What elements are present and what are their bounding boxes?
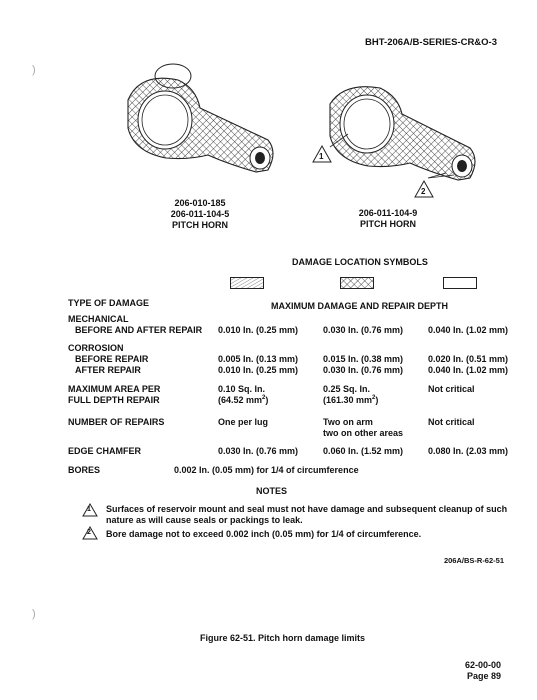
row-value: 0.020 In. (0.51 mm) 0.040 In. (1.02 mm) bbox=[428, 354, 509, 375]
section-number: 62-00-00 bbox=[464, 660, 501, 670]
row-value: Not critical bbox=[428, 417, 475, 427]
document-id: BHT-206A/B-SERIES-CR&O-3 bbox=[365, 37, 497, 48]
bores-label: BORES bbox=[68, 465, 101, 475]
page-number: Page 89 bbox=[466, 671, 501, 681]
row-value: Not critical bbox=[428, 384, 475, 394]
symbol-clear bbox=[443, 277, 477, 289]
row-label: MAXIMUM AREA PER FULL DEPTH REPAIR bbox=[68, 384, 161, 405]
col-max-header: MAXIMUM DAMAGE AND REPAIR DEPTH bbox=[271, 301, 448, 311]
pitch-horn-illustration-right bbox=[318, 80, 493, 195]
row-value: One per lug bbox=[218, 417, 269, 427]
illustration-reference: 206A/BS-R-62-51 bbox=[443, 556, 504, 565]
bores-value: 0.002 In. (0.05 mm) for 1/4 of circumference bbox=[174, 465, 359, 475]
part-number: 206-011-104-5 bbox=[170, 209, 230, 219]
right-part-caption bbox=[348, 208, 428, 230]
left-part-caption bbox=[160, 198, 240, 231]
row-value: 0.10 Sq. In. (64.52 $mm^2$) bbox=[218, 384, 269, 405]
notes-title: NOTES bbox=[256, 486, 288, 496]
figure-caption: Figure 62-51. Pitch horn damage limits bbox=[200, 633, 366, 643]
row-label: CORROSION BEFORE REPAIR AFTER REPAIR bbox=[68, 343, 149, 375]
note-number-2: 2 bbox=[87, 529, 91, 536]
row-value: 0.005 In. (0.13 mm) 0.010 In. (0.25 mm) bbox=[218, 354, 299, 375]
pitch-horn-illustration-left bbox=[118, 60, 288, 180]
margin-mark-top: ) bbox=[32, 64, 36, 76]
callout-number-2: 2 bbox=[421, 187, 426, 196]
symbol-light-hatch bbox=[230, 277, 264, 289]
symbol-cross-hatch bbox=[340, 277, 374, 289]
note-text-2: Bore damage not to exceed 0.002 inch (0.05 mm) for 1/4 of circumference. bbox=[106, 529, 422, 539]
row-label: MECHANICAL BEFORE AND AFTER REPAIR bbox=[68, 314, 203, 335]
row-value: 0.010 In. (0.25 mm) bbox=[218, 325, 299, 335]
note-text-1: Surfaces of reservoir mount and seal must not have damage and subsequent cleanup of such nature as will cause seals or packings to leak. bbox=[106, 504, 508, 525]
row-value: 0.080 In. (2.03 mm) bbox=[428, 446, 509, 456]
row-value: 0.25 Sq. In. (161.30 $mm^2$) bbox=[323, 384, 379, 405]
footer bbox=[465, 660, 501, 682]
part-name: PITCH HORN bbox=[360, 219, 416, 229]
row-label: NUMBER OF REPAIRS bbox=[68, 417, 165, 427]
part-name: PITCH HORN bbox=[172, 220, 228, 230]
callout-number-1: 1 bbox=[319, 152, 324, 161]
row-value: Two on arm two on other areas bbox=[323, 417, 404, 438]
row-value: 0.015 In. (0.38 mm) 0.030 In. (0.76 mm) bbox=[323, 354, 404, 375]
row-value: 0.040 In. (1.02 mm) bbox=[428, 325, 509, 335]
row-value: 0.060 In. (1.52 mm) bbox=[323, 446, 404, 456]
note-number-1: 1 bbox=[87, 506, 91, 513]
symbols-title: DAMAGE LOCATION SYMBOLS bbox=[292, 257, 428, 267]
row-value: 0.030 In. (0.76 mm) bbox=[323, 325, 404, 335]
part-number: 206-011-104-9 bbox=[358, 208, 418, 218]
row-label: EDGE CHAMFER bbox=[68, 446, 142, 456]
part-number: 206-010-185 bbox=[174, 198, 226, 208]
col-type-header: TYPE OF DAMAGE bbox=[68, 298, 150, 308]
row-value: 0.030 In. (0.76 mm) bbox=[218, 446, 299, 456]
margin-mark-bottom: ) bbox=[32, 608, 36, 620]
